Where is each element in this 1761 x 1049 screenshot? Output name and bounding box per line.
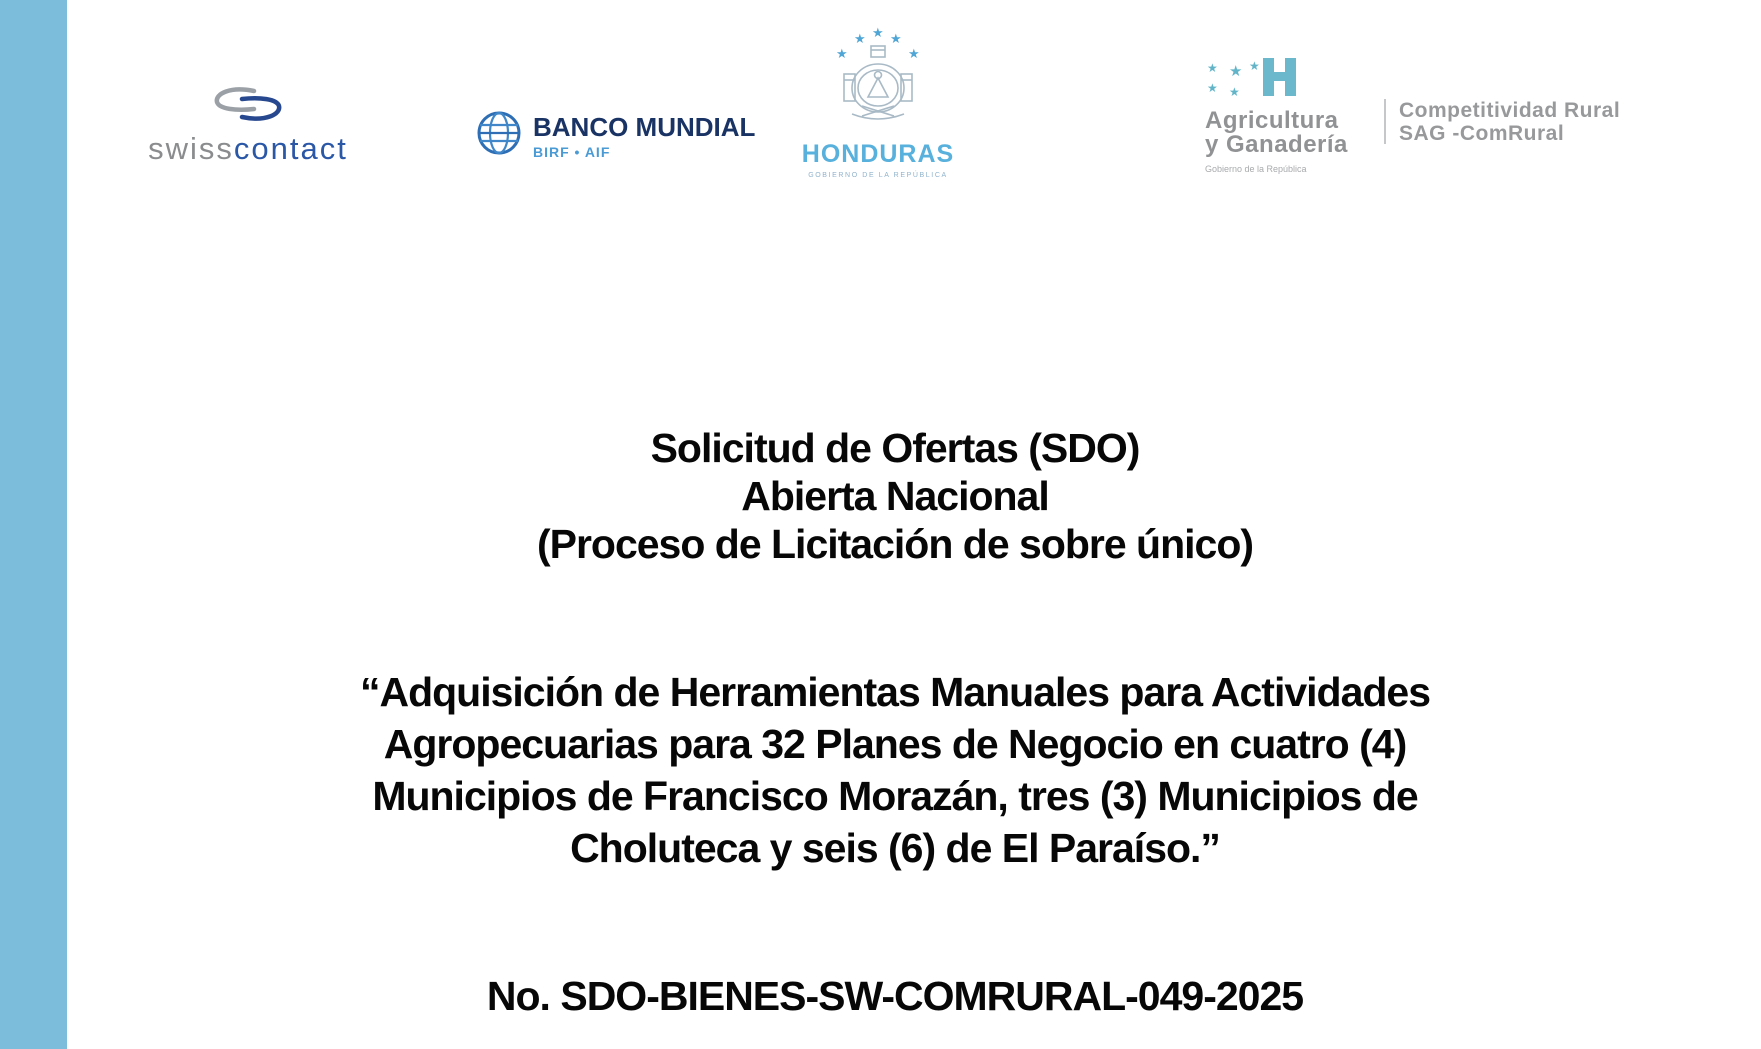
honduras-subtitle: GOBIERNO DE LA REPÚBLICA	[808, 172, 948, 179]
honduras-wordmark: HONDURAS	[801, 140, 955, 168]
svg-text:★: ★	[890, 32, 902, 47]
swisscontact-word-contact: contact	[233, 131, 348, 166]
svg-text:★: ★	[1207, 61, 1218, 75]
sag-ministry-line1: Agricultura	[1205, 107, 1339, 134]
swisscontact-swoosh-icon	[208, 84, 288, 129]
subject-line-4: Choluteca y seis (6) de El Paraíso.”	[570, 825, 1220, 871]
title-line-2: Abierta Nacional	[741, 473, 1049, 519]
sag-ministry-logo	[1205, 56, 1380, 174]
sag-ministry-line2: y Ganadería	[1205, 131, 1348, 158]
banco-mundial-title: BANCO MUNDIAL	[533, 111, 756, 142]
svg-text:★: ★	[908, 47, 920, 62]
comrural-line2: SAG -ComRural	[1399, 122, 1565, 145]
honduras-government-logo	[788, 26, 968, 179]
subject-line-1: “Adquisición de Herramientas Manuales para Actividades	[359, 669, 1431, 715]
swisscontact-wordmark	[148, 131, 348, 167]
svg-text:★: ★	[1207, 81, 1218, 95]
svg-text:★: ★	[836, 47, 848, 62]
banco-mundial-subtitle: BIRF • AIF	[533, 143, 611, 160]
document-title-block	[67, 424, 1723, 568]
sag-ministry-subtitle: Gobierno de la República	[1205, 164, 1307, 174]
svg-text:★: ★	[854, 32, 866, 47]
document-subject-block	[67, 666, 1723, 874]
sag-logo-divider	[1384, 99, 1386, 144]
svg-text:★: ★	[1229, 85, 1240, 98]
title-line-3: (Proceso de Licitación de sobre único)	[536, 521, 1254, 567]
svg-text:★: ★	[872, 26, 884, 41]
honduras-coat-of-arms-icon	[822, 26, 934, 139]
swisscontact-word-swiss: swiss	[148, 131, 234, 166]
world-bank-globe-icon	[474, 108, 524, 163]
left-accent-bar	[0, 0, 67, 1049]
comrural-line1: Competitividad Rural	[1399, 99, 1621, 122]
reference-number: No. SDO-BIENES-SW-COMRURAL-049-2025	[486, 973, 1304, 1019]
subject-line-3: Municipios de Francisco Morazán, tres (3) Municipios de	[372, 773, 1418, 819]
subject-line-2: Agropecuarias para 32 Planes de Negocio en cuatro (4)	[383, 721, 1407, 767]
banco-mundial-logo	[474, 108, 755, 163]
svg-text:★: ★	[1229, 62, 1243, 80]
swisscontact-logo	[118, 84, 378, 167]
title-line-1: Solicitud de Ofertas (SDO)	[650, 425, 1140, 471]
comrural-program-logo	[1399, 99, 1620, 145]
sag-stars-h-icon	[1205, 56, 1380, 103]
svg-text:★: ★	[1249, 59, 1260, 73]
